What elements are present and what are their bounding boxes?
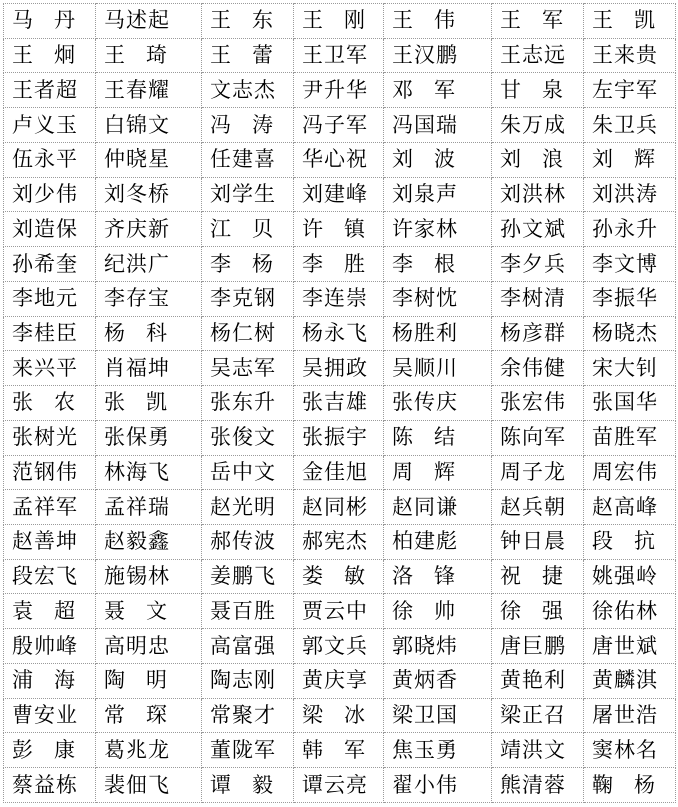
name-cell: 肖福坤 xyxy=(96,351,202,386)
name-cell: 杨仁树 xyxy=(202,316,294,351)
name-cell: 赵善坤 xyxy=(4,525,96,560)
name-cell: 陶志刚 xyxy=(202,663,294,698)
name-cell: 蔡益栋 xyxy=(4,768,96,803)
table-row xyxy=(4,281,676,316)
name-cell: 吴志军 xyxy=(202,351,294,386)
name-cell: 徐 强 xyxy=(492,594,584,629)
name-cell: 张东升 xyxy=(202,386,294,421)
name-cell: 刘造保 xyxy=(4,212,96,247)
name-cell: 浦 海 xyxy=(4,663,96,698)
name-cell: 陈 结 xyxy=(384,420,492,455)
name-cell: 郝传波 xyxy=(202,525,294,560)
table-row xyxy=(4,559,676,594)
name-cell: 刘 辉 xyxy=(584,142,676,177)
name-cell: 张 凯 xyxy=(96,386,202,421)
name-cell: 赵光明 xyxy=(202,490,294,525)
name-cell: 王汉鹏 xyxy=(384,38,492,73)
name-cell: 孙希奎 xyxy=(4,247,96,282)
name-cell: 王 蕾 xyxy=(202,38,294,73)
name-cell: 鞠 杨 xyxy=(584,768,676,803)
name-cell: 陈向军 xyxy=(492,420,584,455)
name-cell: 文志杰 xyxy=(202,73,294,108)
name-cell: 徐 帅 xyxy=(384,594,492,629)
name-cell: 李克钢 xyxy=(202,281,294,316)
name-cell: 黄艳利 xyxy=(492,663,584,698)
name-cell: 曹安业 xyxy=(4,698,96,733)
name-cell: 杨晓杰 xyxy=(584,316,676,351)
name-cell: 王 东 xyxy=(202,4,294,39)
table-row xyxy=(4,733,676,768)
name-cell: 葛兆龙 xyxy=(96,733,202,768)
name-cell: 林海飞 xyxy=(96,455,202,490)
name-cell: 张树光 xyxy=(4,420,96,455)
name-cell: 李地元 xyxy=(4,281,96,316)
name-cell: 齐庆新 xyxy=(96,212,202,247)
name-cell: 刘泉声 xyxy=(384,177,492,212)
name-cell: 钟日晨 xyxy=(492,525,584,560)
name-cell: 赵同彬 xyxy=(294,490,384,525)
table-row xyxy=(4,351,676,386)
name-cell: 段 抗 xyxy=(584,525,676,560)
table-row xyxy=(4,4,676,39)
table-row xyxy=(4,594,676,629)
name-cell: 黄庆享 xyxy=(294,663,384,698)
name-cell: 谭云亮 xyxy=(294,768,384,803)
name-cell: 冯 涛 xyxy=(202,108,294,143)
name-cell: 洛 锋 xyxy=(384,559,492,594)
table-row xyxy=(4,629,676,664)
table-row xyxy=(4,698,676,733)
name-cell: 贾云中 xyxy=(294,594,384,629)
name-cell: 王 琦 xyxy=(96,38,202,73)
name-cell: 杨胜利 xyxy=(384,316,492,351)
name-cell: 朱万成 xyxy=(492,108,584,143)
name-cell: 赵同谦 xyxy=(384,490,492,525)
name-cell: 白锦文 xyxy=(96,108,202,143)
name-cell: 赵毅鑫 xyxy=(96,525,202,560)
name-cell: 李树清 xyxy=(492,281,584,316)
name-cell: 袁 超 xyxy=(4,594,96,629)
name-cell: 王 伟 xyxy=(384,4,492,39)
name-cell: 靖洪文 xyxy=(492,733,584,768)
name-cell: 姚强岭 xyxy=(584,559,676,594)
name-table-body xyxy=(4,4,676,803)
name-cell: 卢义玉 xyxy=(4,108,96,143)
name-cell: 孟祥军 xyxy=(4,490,96,525)
name-cell: 来兴平 xyxy=(4,351,96,386)
name-cell: 孙文斌 xyxy=(492,212,584,247)
table-row xyxy=(4,108,676,143)
name-cell: 杨永飞 xyxy=(294,316,384,351)
name-cell: 尹升华 xyxy=(294,73,384,108)
name-cell: 张传庆 xyxy=(384,386,492,421)
name-cell: 聂百胜 xyxy=(202,594,294,629)
name-cell: 高明忠 xyxy=(96,629,202,664)
name-cell: 李夕兵 xyxy=(492,247,584,282)
table-row xyxy=(4,386,676,421)
name-cell: 冯子军 xyxy=(294,108,384,143)
name-cell: 李 杨 xyxy=(202,247,294,282)
name-cell: 周 辉 xyxy=(384,455,492,490)
name-cell: 许家林 xyxy=(384,212,492,247)
name-cell: 余伟健 xyxy=(492,351,584,386)
name-cell: 马 丹 xyxy=(4,4,96,39)
name-cell: 许 镇 xyxy=(294,212,384,247)
name-cell: 伍永平 xyxy=(4,142,96,177)
name-cell: 江 贝 xyxy=(202,212,294,247)
name-cell: 梁 冰 xyxy=(294,698,384,733)
name-cell: 裴佃飞 xyxy=(96,768,202,803)
name-cell: 杨 科 xyxy=(96,316,202,351)
name-list-sheet xyxy=(3,3,675,803)
name-cell: 赵高峰 xyxy=(584,490,676,525)
name-cell: 周宏伟 xyxy=(584,455,676,490)
name-cell: 王来贵 xyxy=(584,38,676,73)
name-cell: 郭晓炜 xyxy=(384,629,492,664)
name-cell: 祝 捷 xyxy=(492,559,584,594)
name-cell: 姜鹏飞 xyxy=(202,559,294,594)
name-cell: 翟小伟 xyxy=(384,768,492,803)
name-cell: 唐世斌 xyxy=(584,629,676,664)
name-cell: 谭 毅 xyxy=(202,768,294,803)
name-cell: 李文博 xyxy=(584,247,676,282)
name-cell: 梁卫国 xyxy=(384,698,492,733)
name-cell: 朱卫兵 xyxy=(584,108,676,143)
name-cell: 聂 文 xyxy=(96,594,202,629)
name-cell: 郭文兵 xyxy=(294,629,384,664)
name-cell: 常 琛 xyxy=(96,698,202,733)
name-cell: 马述起 xyxy=(96,4,202,39)
name-cell: 段宏飞 xyxy=(4,559,96,594)
name-cell: 甘 泉 xyxy=(492,73,584,108)
name-cell: 张振宇 xyxy=(294,420,384,455)
name-cell: 苗胜军 xyxy=(584,420,676,455)
name-cell: 柏建彪 xyxy=(384,525,492,560)
name-cell: 陶 明 xyxy=(96,663,202,698)
name-cell: 刘洪涛 xyxy=(584,177,676,212)
table-row xyxy=(4,455,676,490)
name-cell: 李 根 xyxy=(384,247,492,282)
name-cell: 王 凯 xyxy=(584,4,676,39)
name-cell: 华心祝 xyxy=(294,142,384,177)
name-cell: 赵兵朝 xyxy=(492,490,584,525)
name-cell: 吴拥政 xyxy=(294,351,384,386)
name-cell: 刘洪林 xyxy=(492,177,584,212)
name-cell: 刘学生 xyxy=(202,177,294,212)
name-cell: 王者超 xyxy=(4,73,96,108)
name-cell: 李树忱 xyxy=(384,281,492,316)
name-cell: 常聚才 xyxy=(202,698,294,733)
name-cell: 王 军 xyxy=(492,4,584,39)
name-cell: 张宏伟 xyxy=(492,386,584,421)
name-cell: 范钢伟 xyxy=(4,455,96,490)
name-cell: 韩 军 xyxy=(294,733,384,768)
name-cell: 董陇军 xyxy=(202,733,294,768)
name-cell: 梁正召 xyxy=(492,698,584,733)
name-cell: 李振华 xyxy=(584,281,676,316)
table-row xyxy=(4,142,676,177)
name-cell: 王春耀 xyxy=(96,73,202,108)
name-cell: 王志远 xyxy=(492,38,584,73)
name-cell: 殷帅峰 xyxy=(4,629,96,664)
name-cell: 纪洪广 xyxy=(96,247,202,282)
name-cell: 屠世浩 xyxy=(584,698,676,733)
name-cell: 宋大钊 xyxy=(584,351,676,386)
name-cell: 熊清蓉 xyxy=(492,768,584,803)
name-cell: 徐佑林 xyxy=(584,594,676,629)
name-cell: 焦玉勇 xyxy=(384,733,492,768)
name-cell: 刘冬桥 xyxy=(96,177,202,212)
name-cell: 郝宪杰 xyxy=(294,525,384,560)
name-cell: 金佳旭 xyxy=(294,455,384,490)
name-cell: 邓 军 xyxy=(384,73,492,108)
name-cell: 刘 波 xyxy=(384,142,492,177)
name-cell: 岳中文 xyxy=(202,455,294,490)
name-cell: 李桂臣 xyxy=(4,316,96,351)
name-cell: 高富强 xyxy=(202,629,294,664)
name-cell: 王卫军 xyxy=(294,38,384,73)
name-cell: 王 炯 xyxy=(4,38,96,73)
name-cell: 张保勇 xyxy=(96,420,202,455)
name-cell: 李 胜 xyxy=(294,247,384,282)
name-cell: 周子龙 xyxy=(492,455,584,490)
name-cell: 仲晓星 xyxy=(96,142,202,177)
table-row xyxy=(4,663,676,698)
table-row xyxy=(4,420,676,455)
table-row xyxy=(4,177,676,212)
name-cell: 黄炳香 xyxy=(384,663,492,698)
name-cell: 孟祥瑞 xyxy=(96,490,202,525)
name-cell: 任建喜 xyxy=(202,142,294,177)
name-cell: 杨彦群 xyxy=(492,316,584,351)
name-cell: 张国华 xyxy=(584,386,676,421)
name-cell: 王 刚 xyxy=(294,4,384,39)
name-cell: 施锡林 xyxy=(96,559,202,594)
name-cell: 冯国瑞 xyxy=(384,108,492,143)
name-cell: 窦林名 xyxy=(584,733,676,768)
name-cell: 刘少伟 xyxy=(4,177,96,212)
name-table xyxy=(3,3,676,803)
name-cell: 刘建峰 xyxy=(294,177,384,212)
name-cell: 黄麟淇 xyxy=(584,663,676,698)
name-cell: 唐巨鹏 xyxy=(492,629,584,664)
name-cell: 彭 康 xyxy=(4,733,96,768)
name-cell: 张俊文 xyxy=(202,420,294,455)
table-row xyxy=(4,525,676,560)
name-cell: 吴顺川 xyxy=(384,351,492,386)
name-cell: 左宇军 xyxy=(584,73,676,108)
table-row xyxy=(4,212,676,247)
table-row xyxy=(4,316,676,351)
name-cell: 李存宝 xyxy=(96,281,202,316)
name-cell: 娄 敏 xyxy=(294,559,384,594)
table-row xyxy=(4,73,676,108)
name-cell: 张 农 xyxy=(4,386,96,421)
table-row xyxy=(4,38,676,73)
name-cell: 张吉雄 xyxy=(294,386,384,421)
name-cell: 孙永升 xyxy=(584,212,676,247)
name-cell: 刘 浪 xyxy=(492,142,584,177)
name-cell: 李连崇 xyxy=(294,281,384,316)
table-row xyxy=(4,768,676,803)
table-row xyxy=(4,490,676,525)
table-row xyxy=(4,247,676,282)
